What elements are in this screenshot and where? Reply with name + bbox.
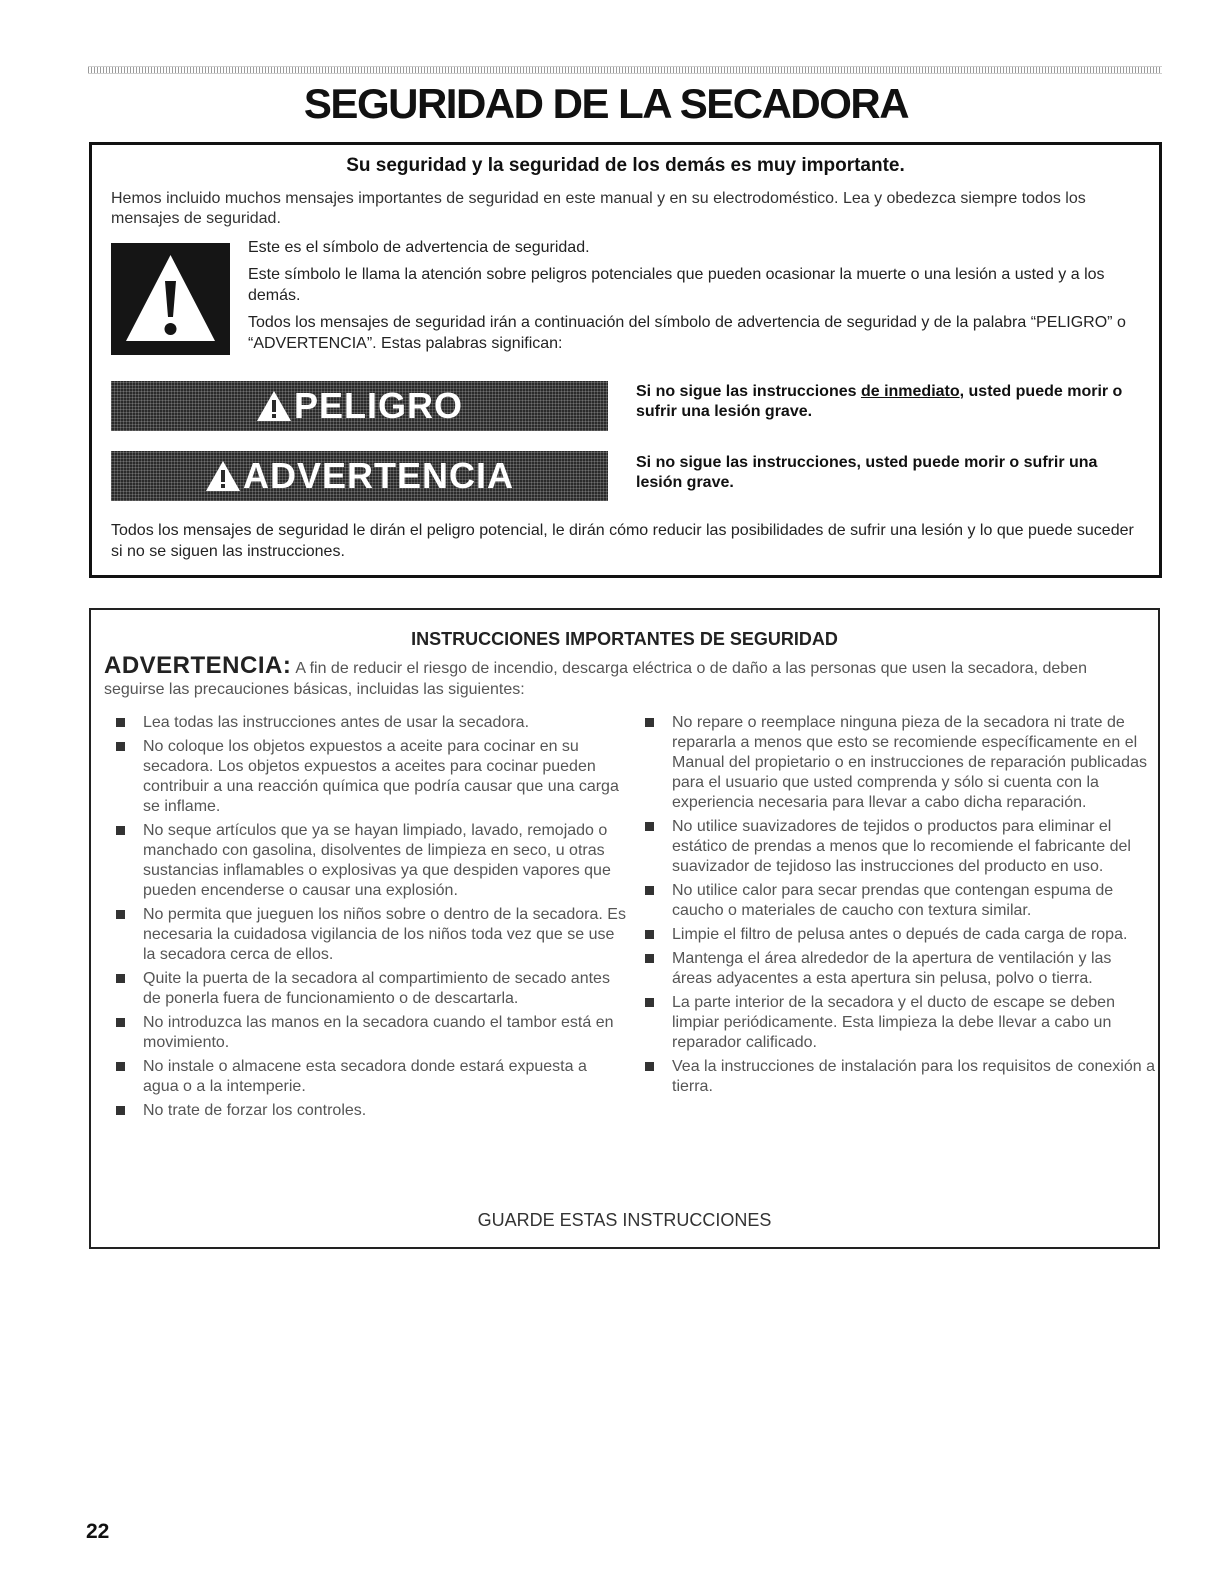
bullet-icon [116, 974, 125, 983]
symbol-paragraph: Todos los mensajes de seguridad irán a continuación del símbolo de advertencia de seguridad y de la palabra “PELIGRO” o “ADVERTENCIA”. Estas palabras significan: [248, 314, 1126, 352]
bullet-icon [645, 1062, 654, 1071]
symbol-paragraph: Este es el símbolo de advertencia de seguridad. [248, 239, 590, 256]
list-item: No utilice calor para secar prendas que contengan espuma de caucho o materiales de caucho con textura similar. [645, 881, 1155, 921]
bullet-icon [116, 742, 125, 751]
list-item: No repare o reemplace ninguna pieza de la secadora ni trate de repararla a menos que esto se recomiende específicamente en el Manual del propietario o en instrucciones de reparación publicadas para el usuario que usted comprenda y sólo si cuenta con la experiencia necesaria para llevar a cabo dicha reparación. [645, 713, 1155, 813]
bullet-icon [116, 826, 125, 835]
danger-alert-icon [256, 389, 292, 423]
instructions-right-column [645, 713, 1155, 1101]
bullet-icon [645, 998, 654, 1007]
warning-description: Si no sigue las instrucciones, usted puede morir o sufrir una lesión grave. [636, 454, 1098, 491]
bullet-icon [116, 1106, 125, 1115]
bullet-icon [645, 822, 654, 831]
safety-closing: Todos los mensajes de seguridad le dirán el peligro potencial, le dirán cómo reducir las posibilidades de sufrir una lesión y lo que puede suceder si no se siguen las instrucciones. [111, 522, 1134, 560]
list-item: No permita que jueguen los niños sobre o dentro de la secadora. Es necesaria la cuidadosa vigilancia de los niños toda vez que se use la secadora cerca de ellos. [116, 905, 626, 965]
warning-alert-icon [205, 459, 241, 493]
bullet-icon [645, 930, 654, 939]
bullet-icon [645, 886, 654, 895]
safety-subtitle: Su seguridad y la seguridad de los demás es muy importante. [346, 155, 905, 176]
bullet-icon [116, 1062, 125, 1071]
list-item: Mantenga el área alrededor de la apertura de ventilación y las áreas adyacentes a esta apertura sin pelusa, polvo o tierra. [645, 949, 1155, 989]
bullet-icon [645, 718, 654, 727]
list-item: No trate de forzar los controles. [116, 1101, 626, 1121]
symbol-explanation [248, 237, 1128, 360]
list-item: Limpie el filtro de pelusa antes o depués de cada carga de ropa. [645, 925, 1155, 945]
list-item: Quite la puerta de la secadora al compartimiento de secado antes de ponerla fuera de funcionamiento o de descartarla. [116, 969, 626, 1009]
danger-description: Si no sigue las instrucciones de inmediato, usted puede morir o sufrir una lesión grave. [636, 383, 1123, 420]
list-item: La parte interior de la secadora y el ducto de escape se deben limpiar periódicamente. Esta limpieza la debe llevar a cabo un reparador calificado. [645, 993, 1155, 1053]
page-number: 22 [86, 1520, 110, 1543]
save-instructions-footer: GUARDE ESTAS INSTRUCCIONES [477, 1210, 772, 1230]
top-decorative-rule [88, 66, 1162, 74]
list-item: No utilice suavizadores de tejidos o productos para eliminar el estático de prendas a menos que lo recomiende el fabricante del suavizador de tejidoso las instrucciones del producto en uso. [645, 817, 1155, 877]
safety-message-box [89, 142, 1162, 578]
list-item: No coloque los objetos expuestos a aceite para cocinar en su secadora. Los objetos expuestos a aceites para cocinar pueden contribuir a una reacción química que podría causar que una carga se inflame. [116, 737, 626, 817]
instructions-heading: INSTRUCCIONES IMPORTANTES DE SEGURIDAD [411, 629, 838, 649]
list-item: No introduzca las manos en la secadora cuando el tambor está en movimiento. [116, 1013, 626, 1053]
danger-signal-bar [111, 381, 608, 431]
symbol-paragraph: Este símbolo le llama la atención sobre peligros potenciales que pueden ocasionar la muerte o una lesión a usted y a los demás. [248, 266, 1105, 304]
warning-signal-bar [111, 451, 608, 501]
list-item: Lea todas las instrucciones antes de usar la secadora. [116, 713, 626, 733]
list-item: No instale o almacene esta secadora donde estará expuesta a agua o a la intemperie. [116, 1057, 626, 1097]
safety-alert-symbol-icon [111, 243, 230, 355]
page-title: SEGURIDAD DE LA SECADORA [303, 80, 909, 127]
safety-intro: Hemos incluido muchos mensajes importantes de seguridad en este manual y en su electrodoméstico. Lea y obedezca siempre todos los mensajes de seguridad. [111, 190, 1086, 227]
bullet-icon [116, 718, 125, 727]
warning-label: ADVERTENCIA [242, 455, 514, 496]
bullet-icon [116, 910, 125, 919]
instructions-left-column [116, 713, 626, 1125]
warning-text: A fin de reducir el riesgo de incendio, descarga eléctrica o de daño a las personas que usen la secadora, deben seguirse las precauciones básicas, incluidas las siguientes: [104, 660, 1087, 698]
warning-word: ADVERTENCIA: [104, 652, 292, 679]
bullet-icon [645, 954, 654, 963]
list-item: Vea la instrucciones de instalación para los requisitos de conexión a tierra. [645, 1057, 1155, 1097]
instructions-warning [104, 652, 1144, 700]
list-item: No seque artículos que ya se hayan limpiado, lavado, remojado o manchado con gasolina, disolventes de limpieza en seco, u otras sustancias inflamables o explosivas ya que despiden vapores que pueden encenderse o causar una explosión. [116, 821, 626, 901]
important-instructions-box [89, 608, 1160, 1249]
danger-label: PELIGRO [293, 385, 464, 426]
bullet-icon [116, 1018, 125, 1027]
